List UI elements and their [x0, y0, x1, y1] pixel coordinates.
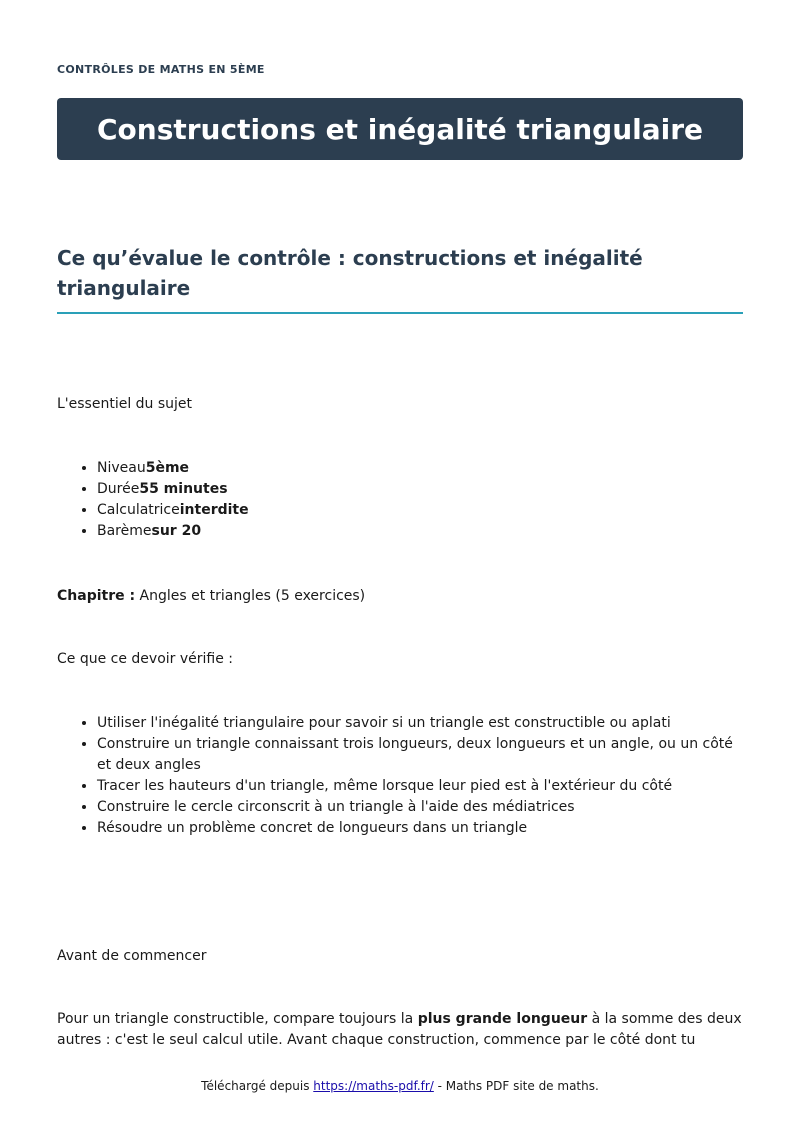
list-item: • Calculatriceinterdite: [97, 500, 743, 521]
footer: Téléchargé depuis https://maths-pdf.fr/ - Maths PDF site de maths.: [201, 1079, 599, 1093]
list-item: • Barèmesur 20: [97, 521, 743, 542]
list-item: • Durée55 minutes: [97, 479, 743, 500]
chapitre-value: Angles et triangles (5 exercices): [139, 588, 366, 604]
list-item: • Niveau5ème: [97, 458, 743, 479]
title-banner: [57, 98, 743, 160]
chapitre-label: Chapitre :: [57, 588, 136, 604]
list-item: • Construire le cercle circonscrit à un triangle à l'aide des médiatrices: [97, 797, 743, 818]
series-kicker: CONTRÔLES DE MATHS EN 5ÈME: [57, 63, 265, 76]
verifie-list: [57, 713, 743, 839]
avant-paragraph: Pour un triangle constructible, compare toujours la plus grande longueur à la somme des deux autres : c'est le seul calcul utile. Avant chaque construction, commence par le côté dont tu: [57, 1011, 742, 1048]
list-item: • Construire un triangle connaissant trois longueurs, deux longueurs et un angle, ou un côté et deux angles: [97, 734, 743, 776]
essentiel-list: [57, 458, 743, 542]
list-item: • Utiliser l'inégalité triangulaire pour savoir si un triangle est constructible ou aplati: [97, 713, 743, 734]
essentiel-label: L'essentiel du sujet: [57, 396, 193, 412]
page-title: Constructions et inégalité triangulaire: [96, 112, 704, 146]
list-item: • Résoudre un problème concret de longueurs dans un triangle: [97, 818, 743, 839]
footer-link[interactable]: https://maths-pdf.fr/: [313, 1079, 434, 1093]
verifie-label: Ce que ce devoir vérifie :: [57, 651, 234, 667]
list-item: • Tracer les hauteurs d'un triangle, même lorsque leur pied est à l'extérieur du côté: [97, 776, 743, 797]
avant-label: Avant de commencer: [57, 948, 207, 964]
section-heading: Ce qu’évalue le contrôle : constructions et inégalité triangulaire: [57, 243, 743, 314]
chapitre-line: [57, 586, 365, 607]
